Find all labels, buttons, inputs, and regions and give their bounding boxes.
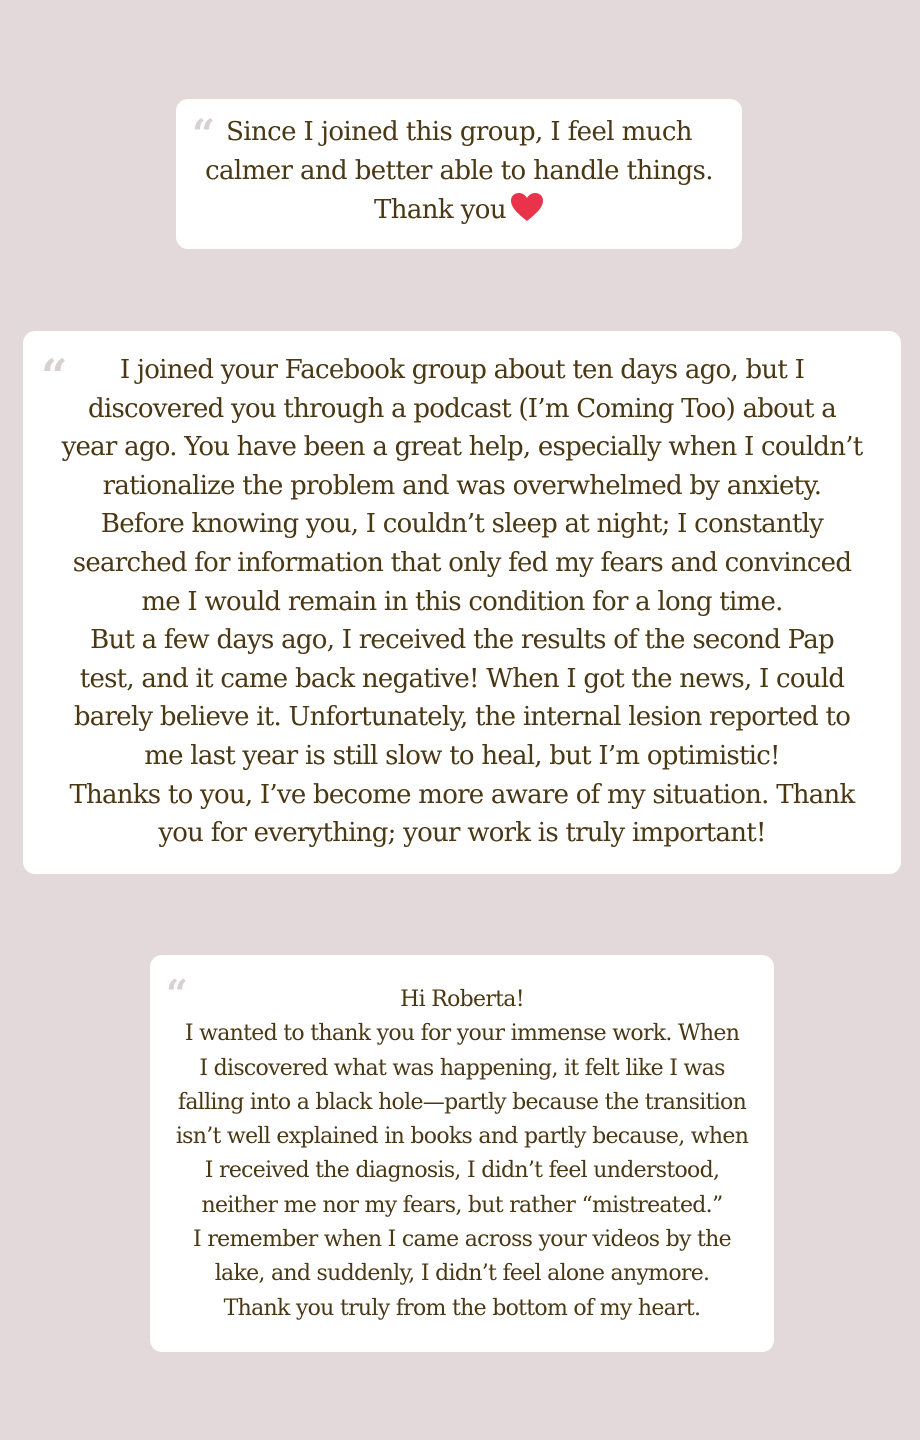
testimonial-line: rationalize the problem and was overwhelmed by anxiety. <box>102 470 822 501</box>
testimonial-line: me I would remain in this condition for a long time. <box>141 586 783 617</box>
testimonial-line: barely believe it. Unfortunately, the internal lesion reported to <box>73 702 851 733</box>
testimonial-line: I joined your Facebook group about ten days ago, but I <box>119 355 805 385</box>
testimonial-card-3 <box>150 955 774 1352</box>
testimonial-line: year ago. You have been a great help, especially when I couldn’t <box>61 432 863 463</box>
testimonial-line: I wanted to thank you for your immense work. When <box>184 1021 740 1047</box>
testimonial-line: test, and it came back negative! When I got the news, I could <box>79 663 845 694</box>
testimonial-line: discovered you through a podcast (I’m Coming Too) about a <box>88 393 836 424</box>
heart-icon <box>510 192 544 222</box>
testimonial-line: lake, and suddenly, I didn’t feel alone anymore. <box>214 1261 710 1287</box>
testimonial-greeting: Hi Roberta! <box>400 987 524 1012</box>
testimonial-line: calmer and better able to handle things. <box>205 156 713 186</box>
testimonial-line: Before knowing you, I couldn’t sleep at night; I constantly <box>100 509 824 540</box>
testimonial-card-2 <box>23 331 901 874</box>
testimonial-line <box>176 191 742 230</box>
testimonial-card-1 <box>176 99 742 249</box>
quote-mark-icon: “ <box>192 111 215 158</box>
testimonial-line: falling into a black hole—partly because the transition <box>177 1089 747 1115</box>
quote-mark-icon: “ <box>41 349 67 403</box>
testimonial-line: I received the diagnosis, I didn’t feel understood, <box>204 1158 720 1184</box>
testimonial-line: isn’t well explained in books and partly because, when <box>175 1124 749 1150</box>
testimonial-line: I discovered what was happening, it felt like I was <box>199 1055 725 1081</box>
testimonial-line: Since I joined this group, I feel much <box>226 117 692 147</box>
testimonial-line: Thanks to you, I’ve become more aware of my situation. Thank <box>69 779 855 810</box>
quote-mark-icon: “ <box>166 971 188 1016</box>
testimonial-line: searched for information that only fed my fears and convinced <box>72 547 852 578</box>
testimonial-line: me last year is still slow to heal, but I’m optimistic! <box>144 740 780 771</box>
testimonial-line: But a few days ago, I received the results of the second Pap <box>90 625 834 656</box>
testimonial-line: neither me nor my fears, but rather “mistreated.” <box>201 1192 723 1218</box>
testimonial-line-text: Thank you <box>373 195 507 225</box>
testimonial-line: I remember when I came across your videos by the <box>193 1227 731 1253</box>
testimonial-line: Thank you truly from the bottom of my heart. <box>223 1295 701 1321</box>
testimonial-line: you for everything; your work is truly important! <box>158 818 766 849</box>
